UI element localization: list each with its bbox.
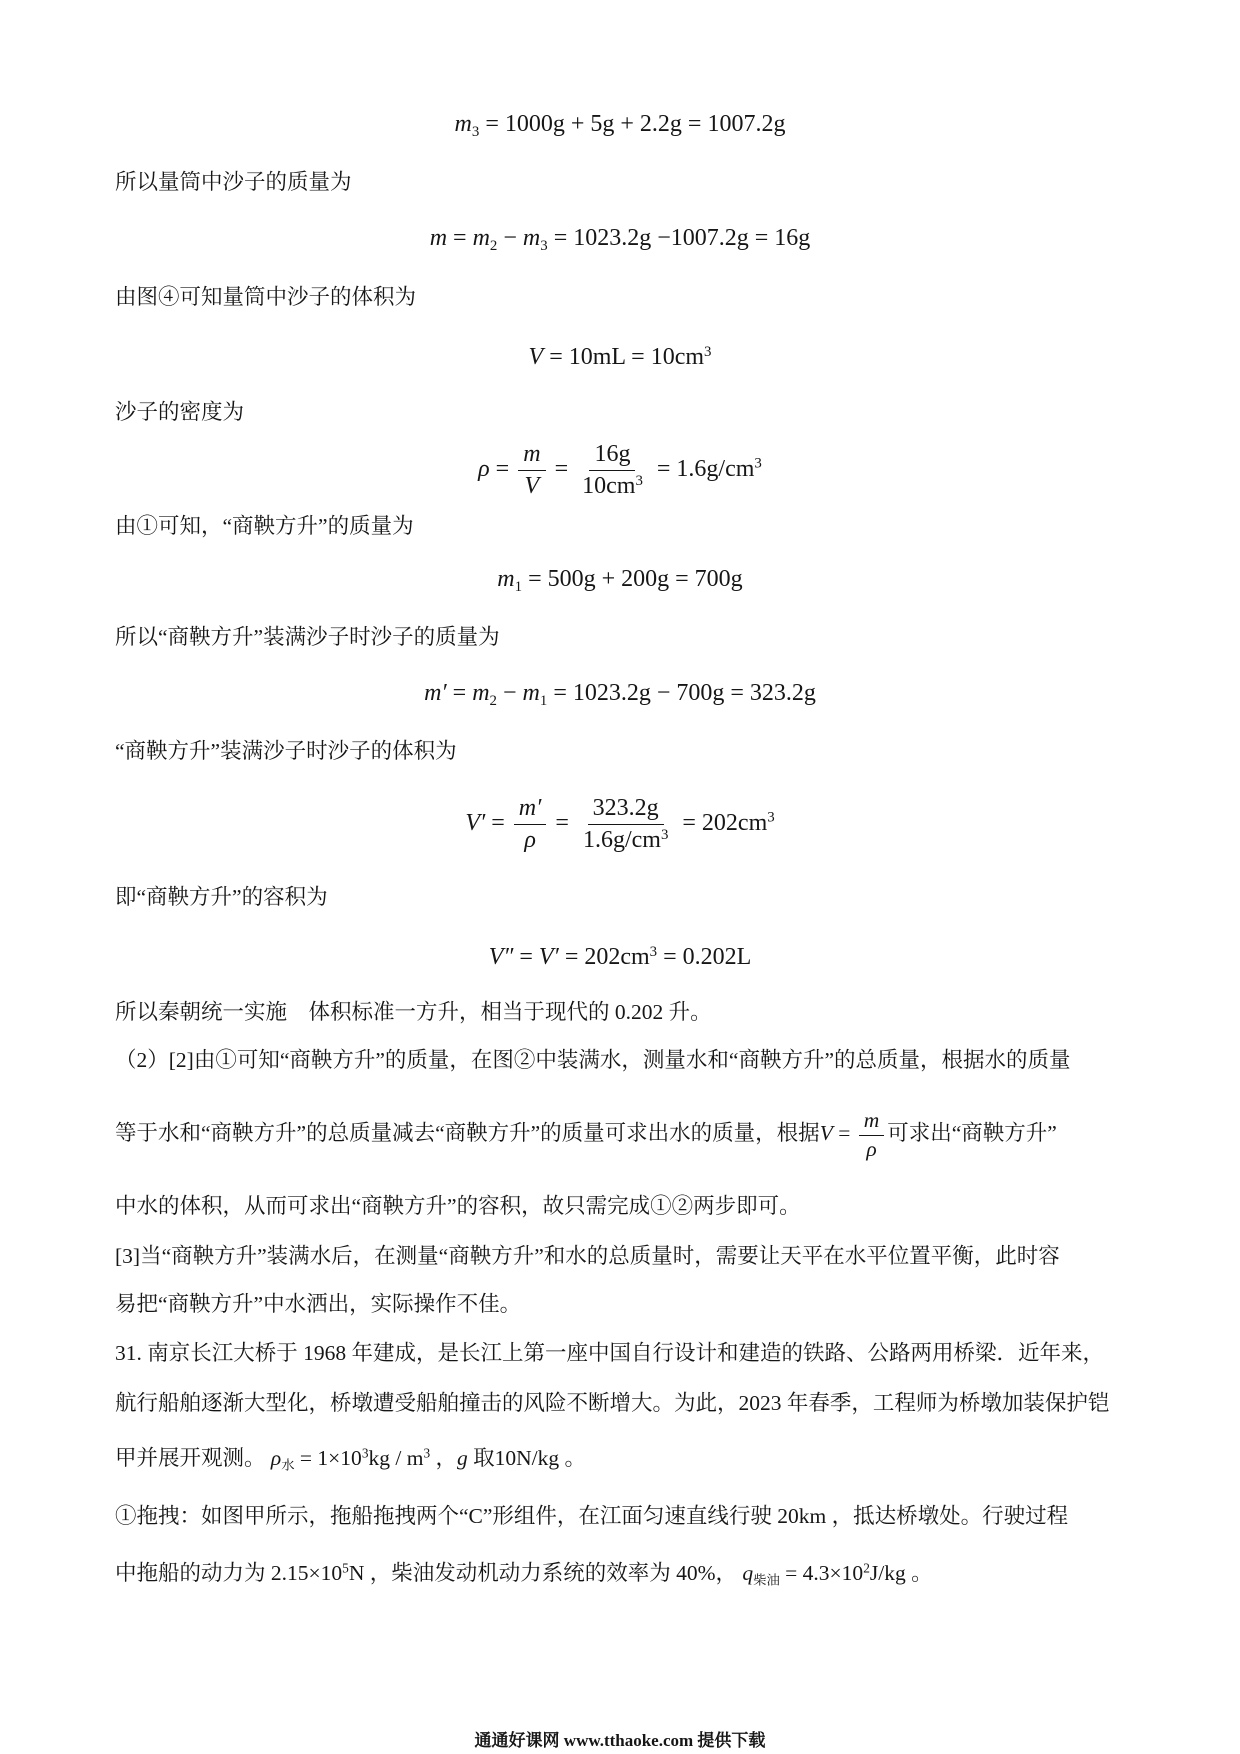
variable: V (528, 344, 544, 371)
superscript: 3 (767, 809, 775, 826)
fraction-numerator: 16g (589, 440, 635, 471)
question-31-line (115, 1334, 1104, 1374)
operator: = (446, 680, 473, 707)
equation-body (455, 109, 786, 140)
text-run: J/kg 。 (869, 1561, 933, 1586)
superscript: 3 (635, 472, 643, 489)
expression: = 0.202L (657, 944, 752, 971)
denominator-text: 10cm (582, 472, 636, 499)
variable: m (454, 111, 472, 138)
operator: − (496, 680, 523, 707)
variable: m (472, 225, 490, 252)
equation-body (529, 342, 712, 373)
superscript: 3 (754, 455, 762, 472)
paragraph-line (115, 1497, 1068, 1537)
paragraph-text: 31. 南京长江大桥于 1968 年建成，是长江上第一座中国自行设计和建造的铁路、公路两用桥梁．近年来， (115, 1341, 1105, 1366)
paragraph-text: [3]当“商鞅方升”装满水后，在测量“商鞅方升”和水的总质量时，需要让天平在水平位置平衡，此时容 (115, 1244, 1060, 1269)
paragraph-line (115, 732, 457, 772)
superscript: 3 (649, 944, 658, 961)
equation-body (465, 794, 774, 855)
variable: m (497, 566, 515, 593)
fraction-numerator (514, 794, 547, 825)
paragraph-line (115, 163, 352, 203)
paragraph-line (115, 1384, 1109, 1424)
text-run: 中拖船的动力为 2.15×10 (115, 1561, 343, 1586)
paragraph-line (115, 878, 328, 918)
expression: = 1023.2g − 700g = 323.2g (547, 680, 816, 707)
paragraph-line (115, 1285, 521, 1325)
variable: ρ (866, 1136, 877, 1161)
variable: V (524, 472, 540, 499)
paragraph-line (115, 393, 244, 433)
variable: m′ (518, 794, 542, 821)
paragraph-line (115, 1187, 801, 1227)
text-run: N ，柴油发动机动力系统的效率为 40%， (348, 1561, 743, 1586)
paragraph-line (115, 507, 414, 547)
fraction-denominator (861, 1136, 881, 1163)
paragraph-text: 航行船舶逐渐大型化，桥墩遭受船舶撞击的风险不断增大。为此，2023 年春季，工程师为桥墩加装保护铠 (115, 1391, 1110, 1416)
operator: − (497, 225, 523, 252)
fraction (578, 794, 673, 855)
expression: = 202cm (676, 809, 768, 836)
paragraph-text: 沙子的密度为 (115, 400, 245, 425)
paragraph-line (115, 618, 500, 658)
variable: V (819, 1120, 833, 1145)
subscript: 1 (514, 579, 523, 596)
superscript: 3 (423, 1445, 431, 1461)
fraction-denominator (520, 471, 545, 501)
variable: q (742, 1561, 754, 1586)
subscript: 3 (540, 238, 548, 255)
operator: = (489, 455, 516, 482)
variable: m (863, 1107, 880, 1132)
paragraph-text: 所以秦朝统一实施 体积标准一方升，相当于现代的 0.202 升。 (115, 1000, 712, 1025)
paragraph-line (115, 1554, 933, 1594)
subscript: 水 (281, 1457, 295, 1473)
paragraph-text (115, 1445, 586, 1473)
paragraph-text: 由图④可知量筒中沙子的体积为 (115, 285, 417, 310)
text-run: 可求出“商鞅方升” (887, 1120, 1057, 1145)
fraction (859, 1108, 885, 1163)
variable: ρ (270, 1446, 282, 1471)
equation-body (497, 564, 742, 595)
fraction-denominator (519, 825, 541, 855)
paragraph-line (115, 1237, 1060, 1277)
equation-body (424, 678, 816, 709)
paragraph-text (115, 1108, 1057, 1163)
expression: = 1000g + 5g + 2.2g = 1007.2g (479, 111, 786, 138)
paragraph-line (115, 1041, 1071, 1081)
text-run: 甲并展开观测。 (115, 1446, 271, 1471)
superscript: 5 (342, 1560, 349, 1576)
fraction (577, 440, 648, 501)
fraction-denominator (578, 825, 673, 855)
variable: ρ (478, 455, 490, 482)
equation-sand-volume (0, 326, 1240, 390)
subscript: 2 (489, 238, 498, 255)
equation-m1 (0, 548, 1240, 612)
text-run: 等于水和“商鞅方升”的总质量减去“商鞅方升”的质量可求出水的质量，根据 (115, 1120, 820, 1145)
expression: = 1×10 (294, 1446, 362, 1471)
paragraph-text: 中水的体积，从而可求出“商鞅方升”的容积，故只需完成①②两步即可。 (115, 1194, 801, 1219)
variable: V′ (538, 944, 559, 971)
superscript: 2 (863, 1560, 870, 1576)
paragraph-line (115, 993, 712, 1033)
variable: m (522, 680, 540, 707)
paragraph-text: 所以“商鞅方升”装满沙子时沙子的质量为 (115, 625, 500, 650)
footer-source: 通通好课网 www.tthaoke.com 提供下载 (474, 1731, 766, 1750)
paragraph-text: （2）[2]由①可知“商鞅方升”的质量，在图②中装满水，测量水和“商鞅方升”的总质量，根据水的质量 (115, 1048, 1071, 1073)
equation-body (478, 440, 762, 501)
fraction (514, 794, 547, 855)
variable: ρ (524, 826, 536, 853)
equation-density (0, 438, 1240, 502)
subscript: 3 (471, 124, 480, 141)
paragraph-text: “商鞅方升”装满沙子时沙子的体积为 (115, 739, 457, 764)
subscript: 2 (489, 693, 497, 710)
paragraph-line (115, 1439, 586, 1479)
paragraph-text: 易把“商鞅方升”中水洒出，实际操作不佳。 (115, 1292, 522, 1317)
variable: g (457, 1446, 468, 1471)
paragraph-line (115, 1103, 1057, 1167)
paragraph-text: 由①可知，“商鞅方升”的质量为 (115, 514, 414, 539)
operator: = (548, 455, 575, 482)
paragraph-text: 所以量筒中沙子的质量为 (115, 170, 352, 195)
expression: = 1.6g/cm (650, 455, 755, 482)
fraction-numerator: 323.2g (588, 794, 664, 825)
text-run: 取10N/kg 。 (467, 1446, 587, 1471)
fraction-numerator (859, 1108, 885, 1136)
expression: = 10mL = 10cm (543, 344, 705, 371)
paragraph-text (115, 1560, 933, 1588)
paragraph-line (115, 278, 416, 318)
operator: = (832, 1120, 856, 1145)
equation-m-prime (0, 662, 1240, 726)
equation-sand-mass (0, 207, 1240, 271)
fraction-numerator (518, 440, 545, 471)
denominator-text: 1.6g/cm (582, 826, 661, 853)
subscript: 柴油 (753, 1572, 780, 1588)
variable: m′ (424, 680, 447, 707)
equation-capacity (0, 926, 1240, 990)
equation-body (430, 223, 811, 254)
variable: m (523, 440, 541, 467)
operator: = (447, 225, 473, 252)
paragraph-text: ①拖拽：如图甲所示，拖船拖拽两个“C”形组件，在江面匀速直线行驶 20km ，抵达桥墩处。行驶过程 (115, 1504, 1069, 1529)
variable: m (472, 680, 490, 707)
expression: kg / m (368, 1446, 424, 1471)
equation-v-prime (0, 792, 1240, 856)
operator: = (549, 809, 575, 836)
variable: V″ (488, 944, 514, 971)
expression: = 1023.2g −1007.2g = 16g (547, 225, 811, 252)
expression: = 4.3×10 (779, 1561, 864, 1586)
equation-m3 (0, 93, 1240, 157)
variable: m (429, 225, 448, 252)
operator: = (513, 944, 539, 971)
fraction-denominator (577, 471, 648, 501)
superscript: 3 (704, 344, 712, 361)
superscript: 3 (660, 826, 669, 843)
variable: V′ (465, 809, 486, 836)
subscript: 1 (539, 693, 548, 710)
paragraph-text: 即“商鞅方升”的容积为 (115, 885, 328, 910)
expression: = 202cm (558, 944, 650, 971)
expression: = 500g + 200g = 700g (522, 566, 743, 593)
text-run: ， (430, 1446, 457, 1471)
equation-body (489, 942, 752, 973)
operator: = (485, 809, 511, 836)
superscript: 3 (361, 1445, 369, 1461)
variable: m (522, 225, 541, 252)
fraction (518, 440, 545, 501)
